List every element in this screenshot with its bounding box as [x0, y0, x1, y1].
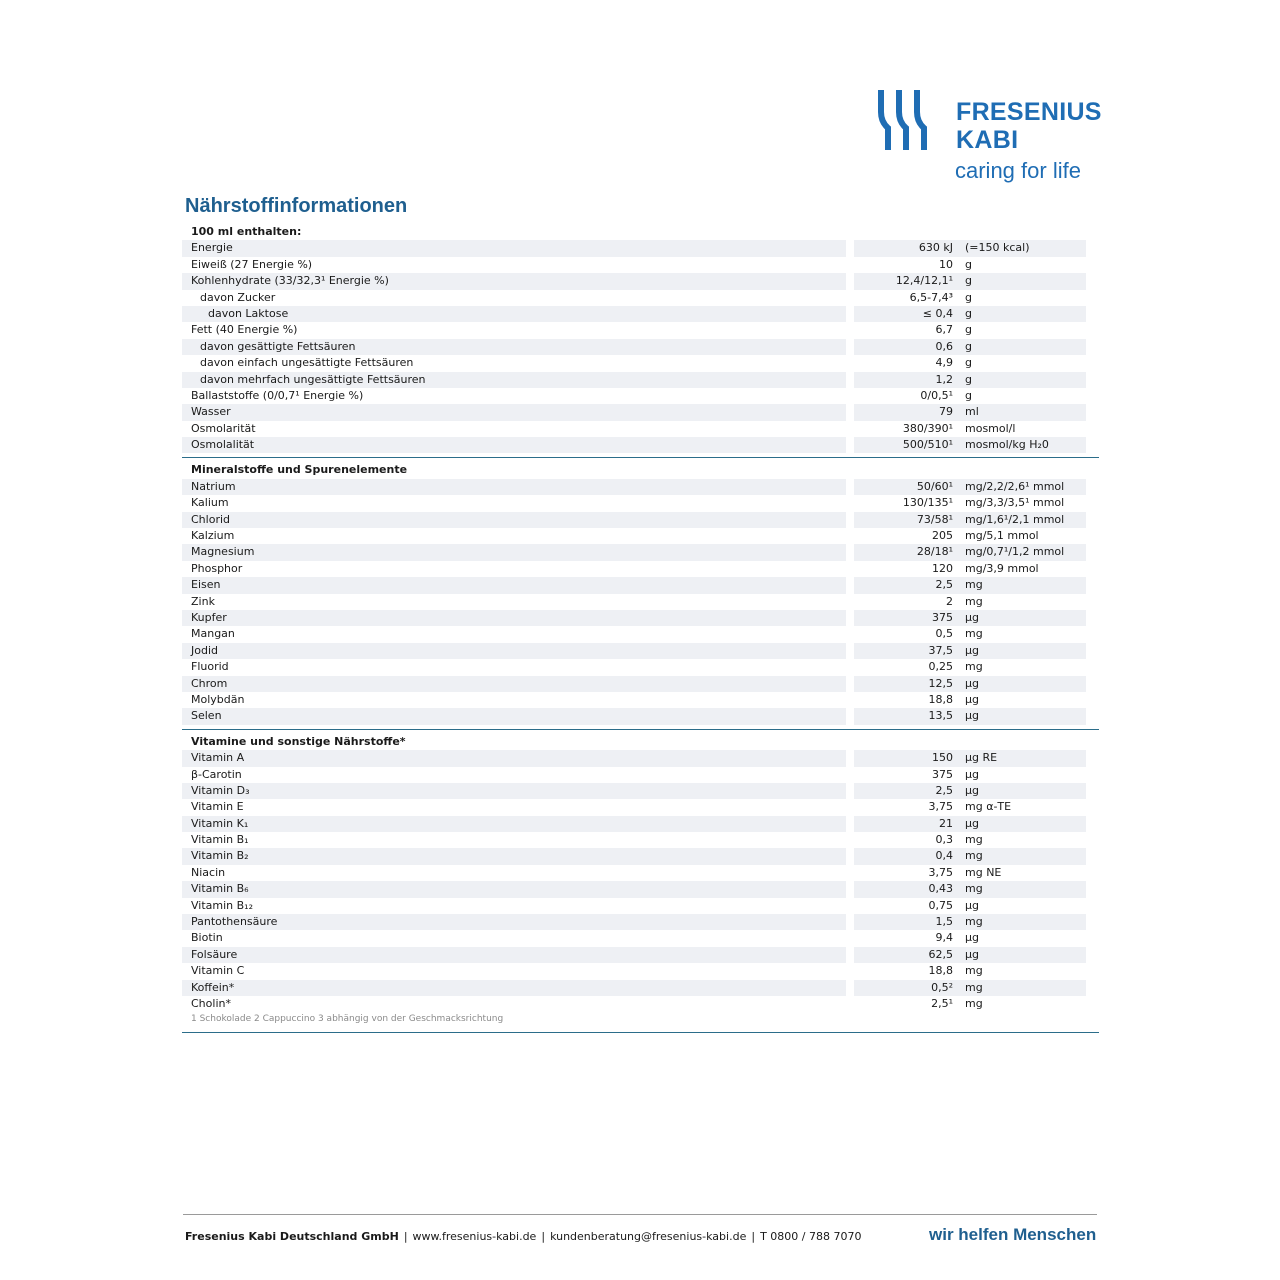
nutrient-value: 205	[932, 529, 953, 543]
nutrient-value: 18,8	[928, 964, 953, 978]
nutrient-name: Folsäure	[182, 947, 846, 963]
section-minerals	[182, 462, 1099, 729]
nutrient-unit: mg α-TE	[965, 800, 1012, 814]
nutrient-unit: mg	[965, 996, 983, 1010]
nutrient-unit: g	[959, 306, 1086, 322]
nutrient-unit: µg	[959, 816, 1086, 832]
footer-divider	[183, 1214, 1097, 1215]
logo-tagline: caring for life	[955, 158, 1081, 183]
nutrient-value: 2,5	[854, 577, 959, 593]
nutrient-unit: µg	[959, 708, 1086, 724]
nutrient-unit: mg/3,3/3,5¹ mmol	[965, 496, 1065, 510]
nutrient-value: 375	[854, 610, 959, 626]
nutrient-name: Osmolalität	[182, 437, 846, 453]
nutrient-name: Molybdän	[191, 692, 245, 706]
table-row	[182, 610, 1099, 626]
nutrient-unit: g	[965, 388, 972, 402]
nutrient-unit: g	[965, 356, 972, 370]
nutrient-name: Vitamin B₂	[182, 848, 846, 864]
nutrient-name: davon mehrfach ungesättigte Fettsäuren	[182, 372, 846, 388]
section-per-100ml	[182, 224, 1099, 458]
nutrient-unit: mg	[965, 594, 983, 608]
table-row	[182, 421, 1099, 437]
nutrient-name: Phosphor	[191, 561, 243, 575]
nutrient-name: Kalzium	[191, 529, 235, 543]
nutrient-value: 79	[854, 404, 959, 420]
nutrient-unit: µg	[959, 676, 1086, 692]
nutrient-value: 380/390¹	[902, 421, 953, 435]
nutrient-unit: µg	[959, 643, 1086, 659]
table-row	[182, 404, 1099, 420]
nutrient-name: Magnesium	[182, 544, 846, 560]
footer-website-link[interactable]: www.fresenius-kabi.de	[412, 1230, 537, 1243]
nutrient-name: Eisen	[182, 577, 846, 593]
nutrient-unit: mg	[965, 964, 983, 978]
nutrient-name: Kalium	[191, 496, 229, 510]
nutrient-value: 630 kJ	[854, 240, 959, 256]
nutrient-name: Osmolarität	[191, 421, 256, 435]
nutrient-name: Kohlenhydrate (33/32,3¹ Energie %)	[182, 273, 846, 289]
nutrient-name: β-Carotin	[191, 767, 242, 781]
nutrient-value: 2	[946, 594, 953, 608]
footer-email-link[interactable]: kundenberatung@fresenius-kabi.de	[550, 1230, 747, 1243]
nutrient-value: 62,5	[854, 947, 959, 963]
table-row	[182, 930, 1099, 946]
table-row	[182, 692, 1099, 708]
nutrient-name: Vitamin A	[182, 750, 846, 766]
nutrient-value: 500/510¹	[854, 437, 959, 453]
table-row	[182, 495, 1099, 511]
nutrient-name: Zink	[191, 594, 215, 608]
nutrient-value: 120	[932, 561, 953, 575]
nutrient-unit: mg	[959, 914, 1086, 930]
nutrient-value: 0,75	[928, 898, 953, 912]
nutrient-unit: g	[965, 290, 972, 304]
fresenius-logo-icon	[876, 88, 936, 152]
nutrient-name: Vitamin K₁	[182, 816, 846, 832]
nutrient-value: 12,4/12,1¹	[854, 273, 959, 289]
table-row	[182, 708, 1099, 724]
nutrient-unit: (=150 kcal)	[959, 240, 1086, 256]
nutrient-name: Chlorid	[182, 512, 846, 528]
nutrient-value: 3,75	[928, 800, 953, 814]
nutrient-value: 0,3	[935, 833, 953, 847]
table-row	[182, 626, 1099, 642]
table-row	[182, 914, 1099, 930]
nutrient-value: 3,75	[928, 865, 953, 879]
page-title: Nährstoffinformationen	[185, 195, 408, 217]
nutrient-name: Chrom	[182, 676, 846, 692]
nutrient-unit: g	[959, 372, 1086, 388]
table-row	[182, 783, 1099, 799]
nutrient-unit: mg	[959, 881, 1086, 897]
nutrient-value: 28/18¹	[854, 544, 959, 560]
nutrient-value: 73/58¹	[854, 512, 959, 528]
nutrient-name: Mangan	[191, 627, 235, 641]
nutrient-name: Fluorid	[191, 660, 229, 674]
nutrient-unit: mg	[959, 980, 1086, 996]
nutrient-value: 1,5	[854, 914, 959, 930]
nutrient-unit: µg	[965, 931, 979, 945]
nutrient-name: davon Zucker	[200, 290, 276, 304]
table-row	[182, 963, 1099, 979]
nutrient-unit: mg	[965, 627, 983, 641]
table-row	[182, 816, 1099, 832]
nutrient-name: Pantothensäure	[182, 914, 846, 930]
footer-separator: |	[403, 1230, 408, 1243]
table-row	[182, 479, 1099, 495]
table-row	[182, 437, 1099, 453]
table-row	[182, 594, 1099, 610]
nutrient-name: davon gesättigte Fettsäuren	[182, 339, 846, 355]
nutrient-unit: mg/2,2/2,6¹ mmol	[959, 479, 1086, 495]
nutrient-name: Cholin*	[191, 996, 231, 1010]
nutrient-name: Fett (40 Energie %)	[191, 323, 298, 337]
nutrient-unit: mosmol/l	[965, 421, 1016, 435]
nutrient-value: 9,4	[935, 931, 953, 945]
nutrient-unit: mg/5,1 mmol	[965, 529, 1039, 543]
footer-phone: T 0800 / 788 7070	[760, 1230, 862, 1243]
nutrient-name: Niacin	[191, 865, 226, 879]
nutrient-value: 2,5	[854, 783, 959, 799]
table-row	[182, 257, 1099, 273]
nutrient-unit: mg	[959, 848, 1086, 864]
nutrient-name: Vitamin E	[191, 800, 244, 814]
section-heading: 100 ml enthalten:	[191, 225, 302, 238]
footer-company: Fresenius Kabi Deutschland GmbH	[185, 1230, 399, 1243]
nutrient-unit: mg/0,7¹/1,2 mmol	[959, 544, 1086, 560]
nutrient-unit: µg	[959, 947, 1086, 963]
nutrient-unit: µg	[965, 767, 979, 781]
nutrient-value: 13,5	[854, 708, 959, 724]
table-row	[182, 339, 1099, 355]
nutrition-table	[182, 224, 1099, 1033]
table-row	[182, 290, 1099, 306]
nutrient-name: Jodid	[182, 643, 846, 659]
nutrient-name: Energie	[182, 240, 846, 256]
nutrient-value: 0,5	[935, 627, 953, 641]
table-row	[182, 561, 1099, 577]
nutrient-value: 0,5²	[854, 980, 959, 996]
table-row	[182, 577, 1099, 593]
footer-separator: |	[541, 1230, 546, 1243]
nutrient-name: Vitamin B₁	[191, 833, 249, 847]
nutrient-name: davon Laktose	[182, 306, 846, 322]
nutrient-value: 6,7	[935, 323, 953, 337]
nutrient-value: 0,4	[854, 848, 959, 864]
table-row	[182, 996, 1099, 1012]
nutrient-unit: µg RE	[959, 750, 1086, 766]
nutrient-value: 130/135¹	[902, 496, 953, 510]
nutrient-unit: µg	[965, 898, 979, 912]
nutrient-value: 4,9	[935, 356, 953, 370]
nutrient-unit: µg	[959, 783, 1086, 799]
footer-contact	[185, 1230, 861, 1243]
nutrient-name: Eiweiß (27 Energie %)	[191, 257, 313, 271]
nutrient-name: Wasser	[182, 404, 846, 420]
nutrient-value: 0,43	[854, 881, 959, 897]
nutrient-unit: g	[959, 339, 1086, 355]
nutrient-unit: mg NE	[965, 865, 1002, 879]
nutrient-unit: mosmol/kg H₂0	[959, 437, 1086, 453]
nutrient-name: Vitamin C	[191, 964, 245, 978]
table-row	[182, 898, 1099, 914]
nutrient-value: 50/60¹	[854, 479, 959, 495]
table-row	[182, 355, 1099, 371]
nutrient-unit: µg	[965, 692, 979, 706]
section-heading: Mineralstoffe und Spurenelemente	[191, 463, 408, 477]
nutrient-name: Vitamin B₁₂	[191, 898, 253, 912]
table-row	[182, 980, 1099, 996]
nutrient-unit: mg/1,6¹/2,1 mmol	[959, 512, 1086, 528]
nutrient-value: 1,2	[854, 372, 959, 388]
nutrient-value: 150	[854, 750, 959, 766]
nutrient-value: ≤ 0,4	[854, 306, 959, 322]
nutrient-name: Biotin	[191, 931, 223, 945]
nutrient-unit: µg	[959, 610, 1086, 626]
nutrient-name: Vitamin D₃	[182, 783, 846, 799]
nutrient-name: Koffein*	[182, 980, 846, 996]
table-row	[182, 750, 1099, 766]
footer-separator: |	[751, 1230, 756, 1243]
nutrient-value: 21	[854, 816, 959, 832]
nutrient-name: Kupfer	[182, 610, 846, 626]
table-row	[182, 881, 1099, 897]
section-vitamins	[182, 734, 1099, 1034]
fresenius-kabi-logo	[876, 88, 1100, 188]
nutrient-unit: g	[959, 273, 1086, 289]
nutrient-value: 0,25	[928, 660, 953, 674]
table-row	[182, 388, 1099, 404]
nutrient-name: Natrium	[182, 479, 846, 495]
footer-slogan: wir helfen Menschen	[929, 1225, 1097, 1244]
table-row	[182, 240, 1099, 256]
table-row	[182, 848, 1099, 864]
table-row	[182, 322, 1099, 338]
section-heading: Vitamine und sonstige Nährstoffe*	[191, 734, 406, 748]
table-row	[182, 528, 1099, 544]
table-row	[182, 767, 1099, 783]
nutrient-value: 2,5¹	[931, 996, 953, 1010]
table-row	[182, 512, 1099, 528]
table-row	[182, 544, 1099, 560]
table-row	[182, 306, 1099, 322]
table-row	[182, 865, 1099, 881]
table-row	[182, 832, 1099, 848]
nutrient-name: Ballaststoffe (0/0,7¹ Energie %)	[191, 388, 364, 402]
nutrient-name: Vitamin B₆	[182, 881, 846, 897]
table-row	[182, 273, 1099, 289]
nutrient-value: 0/0,5¹	[920, 388, 953, 402]
logo-name-line2: KABI	[956, 126, 1019, 154]
table-row	[182, 799, 1099, 815]
nutrient-value: 6,5-7,4³	[909, 290, 953, 304]
footnote: 1 Schokolade 2 Cappuccino 3 abhängig von der Geschmacksrichtung	[191, 1014, 504, 1025]
nutrient-value: 0,6	[854, 339, 959, 355]
nutrient-value: 10	[939, 257, 953, 271]
nutrient-unit: mg/3,9 mmol	[965, 561, 1039, 575]
nutrient-value: 12,5	[854, 676, 959, 692]
nutrient-name: Selen	[182, 708, 846, 724]
nutrient-unit: ml	[959, 404, 1086, 420]
nutrient-value: 375	[932, 767, 953, 781]
table-row	[182, 372, 1099, 388]
nutrient-value: 18,8	[928, 692, 953, 706]
table-row	[182, 659, 1099, 675]
nutrient-unit: g	[965, 257, 972, 271]
nutrient-value: 37,5	[854, 643, 959, 659]
nutrient-unit: g	[965, 323, 972, 337]
table-row	[182, 643, 1099, 659]
nutrient-name: davon einfach ungesättigte Fettsäuren	[200, 356, 414, 370]
logo-name-line1: FRESENIUS	[956, 98, 1102, 126]
table-row	[182, 947, 1099, 963]
nutrient-unit: mg	[965, 660, 983, 674]
nutrient-unit: mg	[959, 577, 1086, 593]
nutrient-unit: mg	[965, 833, 983, 847]
table-row	[182, 676, 1099, 692]
